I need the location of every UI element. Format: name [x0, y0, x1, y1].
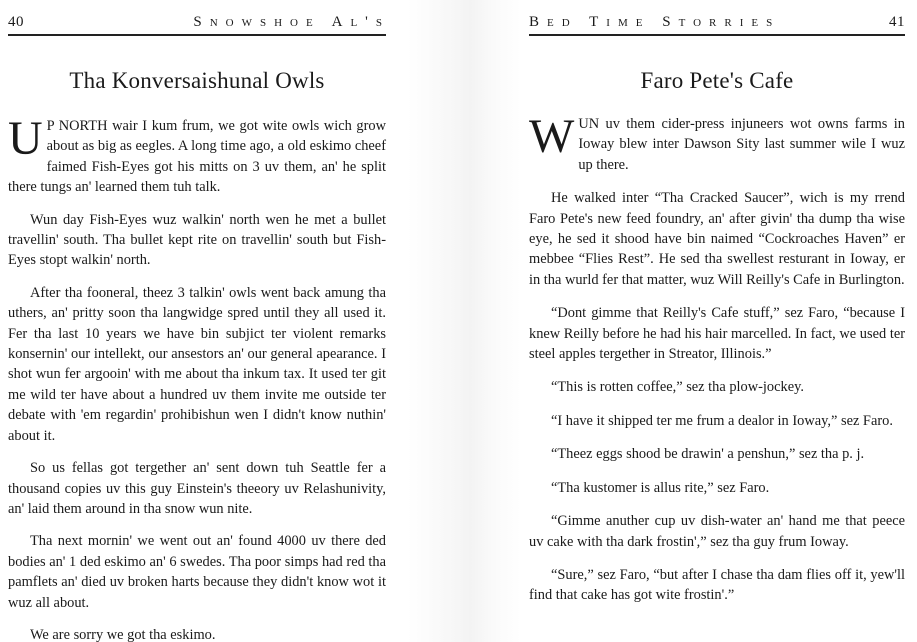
paragraph: “Dont gimme that Reilly's Cafe stuff,” sez Faro, “because I knew Reilly before he had his hair marcelled. In fact, we used ter steel apples tergether in Streator, Illinois.”	[529, 305, 905, 363]
page-number-left: 40	[8, 14, 24, 30]
paragraph-text: UN uv them cider-press injuneers wot owns farms in Ioway blew inter Dawson Sity last summer wile I wuz up there.	[578, 116, 905, 173]
paragraph: He walked inter “Tha Cracked Saucer”, wich is my rrend Faro Pete's new feed foundry, an' after givin' tha dump tha wise eye, he sed it shood have bin naimed “Cockroaches Haven” er mebbee “Flies Rest”. He sed tha swellest resturant in Ioway, er in tha wurld fer that matter, wuz Will Reilly's Cafe in Burlington.	[529, 190, 905, 288]
running-head-right: Bed Time Storries	[529, 14, 781, 30]
paragraph: Tha next mornin' we went out an' found 4000 uv there ded bodies an' 1 ded eskimo an' 6 swedes. Tha poor simps had red tha pamflets an' died uv broken harts because they didn't know wot it wuz all about.	[8, 533, 386, 611]
paragraph: “This is rotten coffee,” sez tha plow-jockey.	[551, 379, 804, 396]
paragraph	[8, 112, 386, 198]
paragraph: “I have it shipped ter me frum a dealor in Ioway,” sez Faro.	[551, 412, 893, 429]
drop-cap: W	[529, 110, 575, 163]
paragraph: So us fellas got tergether an' sent down tuh Seattle fer a thousand copies uv this guy Einstein's theeory uv Relashunivity, an' laid them around in tha snow wun nite.	[8, 460, 386, 517]
paragraph: “Gimme anuther cup uv dish-water an' hand me that peece uv cake with tha dark frostin',” sez tha guy frum Ioway.	[529, 513, 905, 550]
book-gutter	[408, 0, 521, 642]
paragraph: “Theez eggs shood be drawin' a penshun,” sez tha p. j.	[551, 446, 865, 463]
story-body-owls	[8, 112, 386, 642]
paragraph	[529, 110, 905, 175]
left-page	[0, 0, 408, 642]
paragraph: After tha fooneral, theez 3 talkin' owls went back amung tha uthers, an' pritty soon tha langwidge spred until they all used it. Fer tha last 10 years we have bin subjict ter violent remarks konsernin' our intellekt, our ansestors an' our general apearance. I shot wun fer argooin' with me about tha inkum tax. It used ter git me wild ter have about a hundred uv them invite me outside ter debate with 'em regardin' prohibishun wen I didn't know nuthin' about it.	[8, 284, 386, 444]
paragraph: “Tha kustomer is allus rite,” sez Faro.	[551, 479, 770, 496]
paragraph-text: P NORTH wair I kum frum, we got wite owls wich grow about as big as eegles. A long time ago, a old eskimo cheef faimed Fish-Eyes got his mitts on 3 uv them, an' he split there tungs an' learned them tuh talk.	[8, 118, 386, 196]
right-running-header	[529, 0, 905, 36]
drop-cap: U	[8, 112, 43, 165]
chapter-title-cafe: Faro Pete's Cafe	[640, 68, 794, 93]
right-page	[521, 0, 917, 642]
paragraph: We are sorry we got tha eskimo.	[30, 626, 216, 642]
chapter-title-owls: Tha Konversaishunal Owls	[69, 68, 325, 93]
paragraph: “Sure,” sez Faro, “but after I chase tha dam flies off it, yew'll find that cake has got wite frostin'.”	[529, 566, 905, 604]
story-body-cafe	[529, 110, 905, 606]
running-head-left: Snowshoe Al's	[193, 14, 390, 30]
left-running-header	[8, 0, 390, 36]
page-number-right: 41	[889, 14, 905, 30]
paragraph: Wun day Fish-Eyes wuz walkin' north wen he met a bullet travellin' south. Tha bullet kept rite on travellin' south but Fish-Eyes stopt walkin' north.	[8, 211, 386, 269]
